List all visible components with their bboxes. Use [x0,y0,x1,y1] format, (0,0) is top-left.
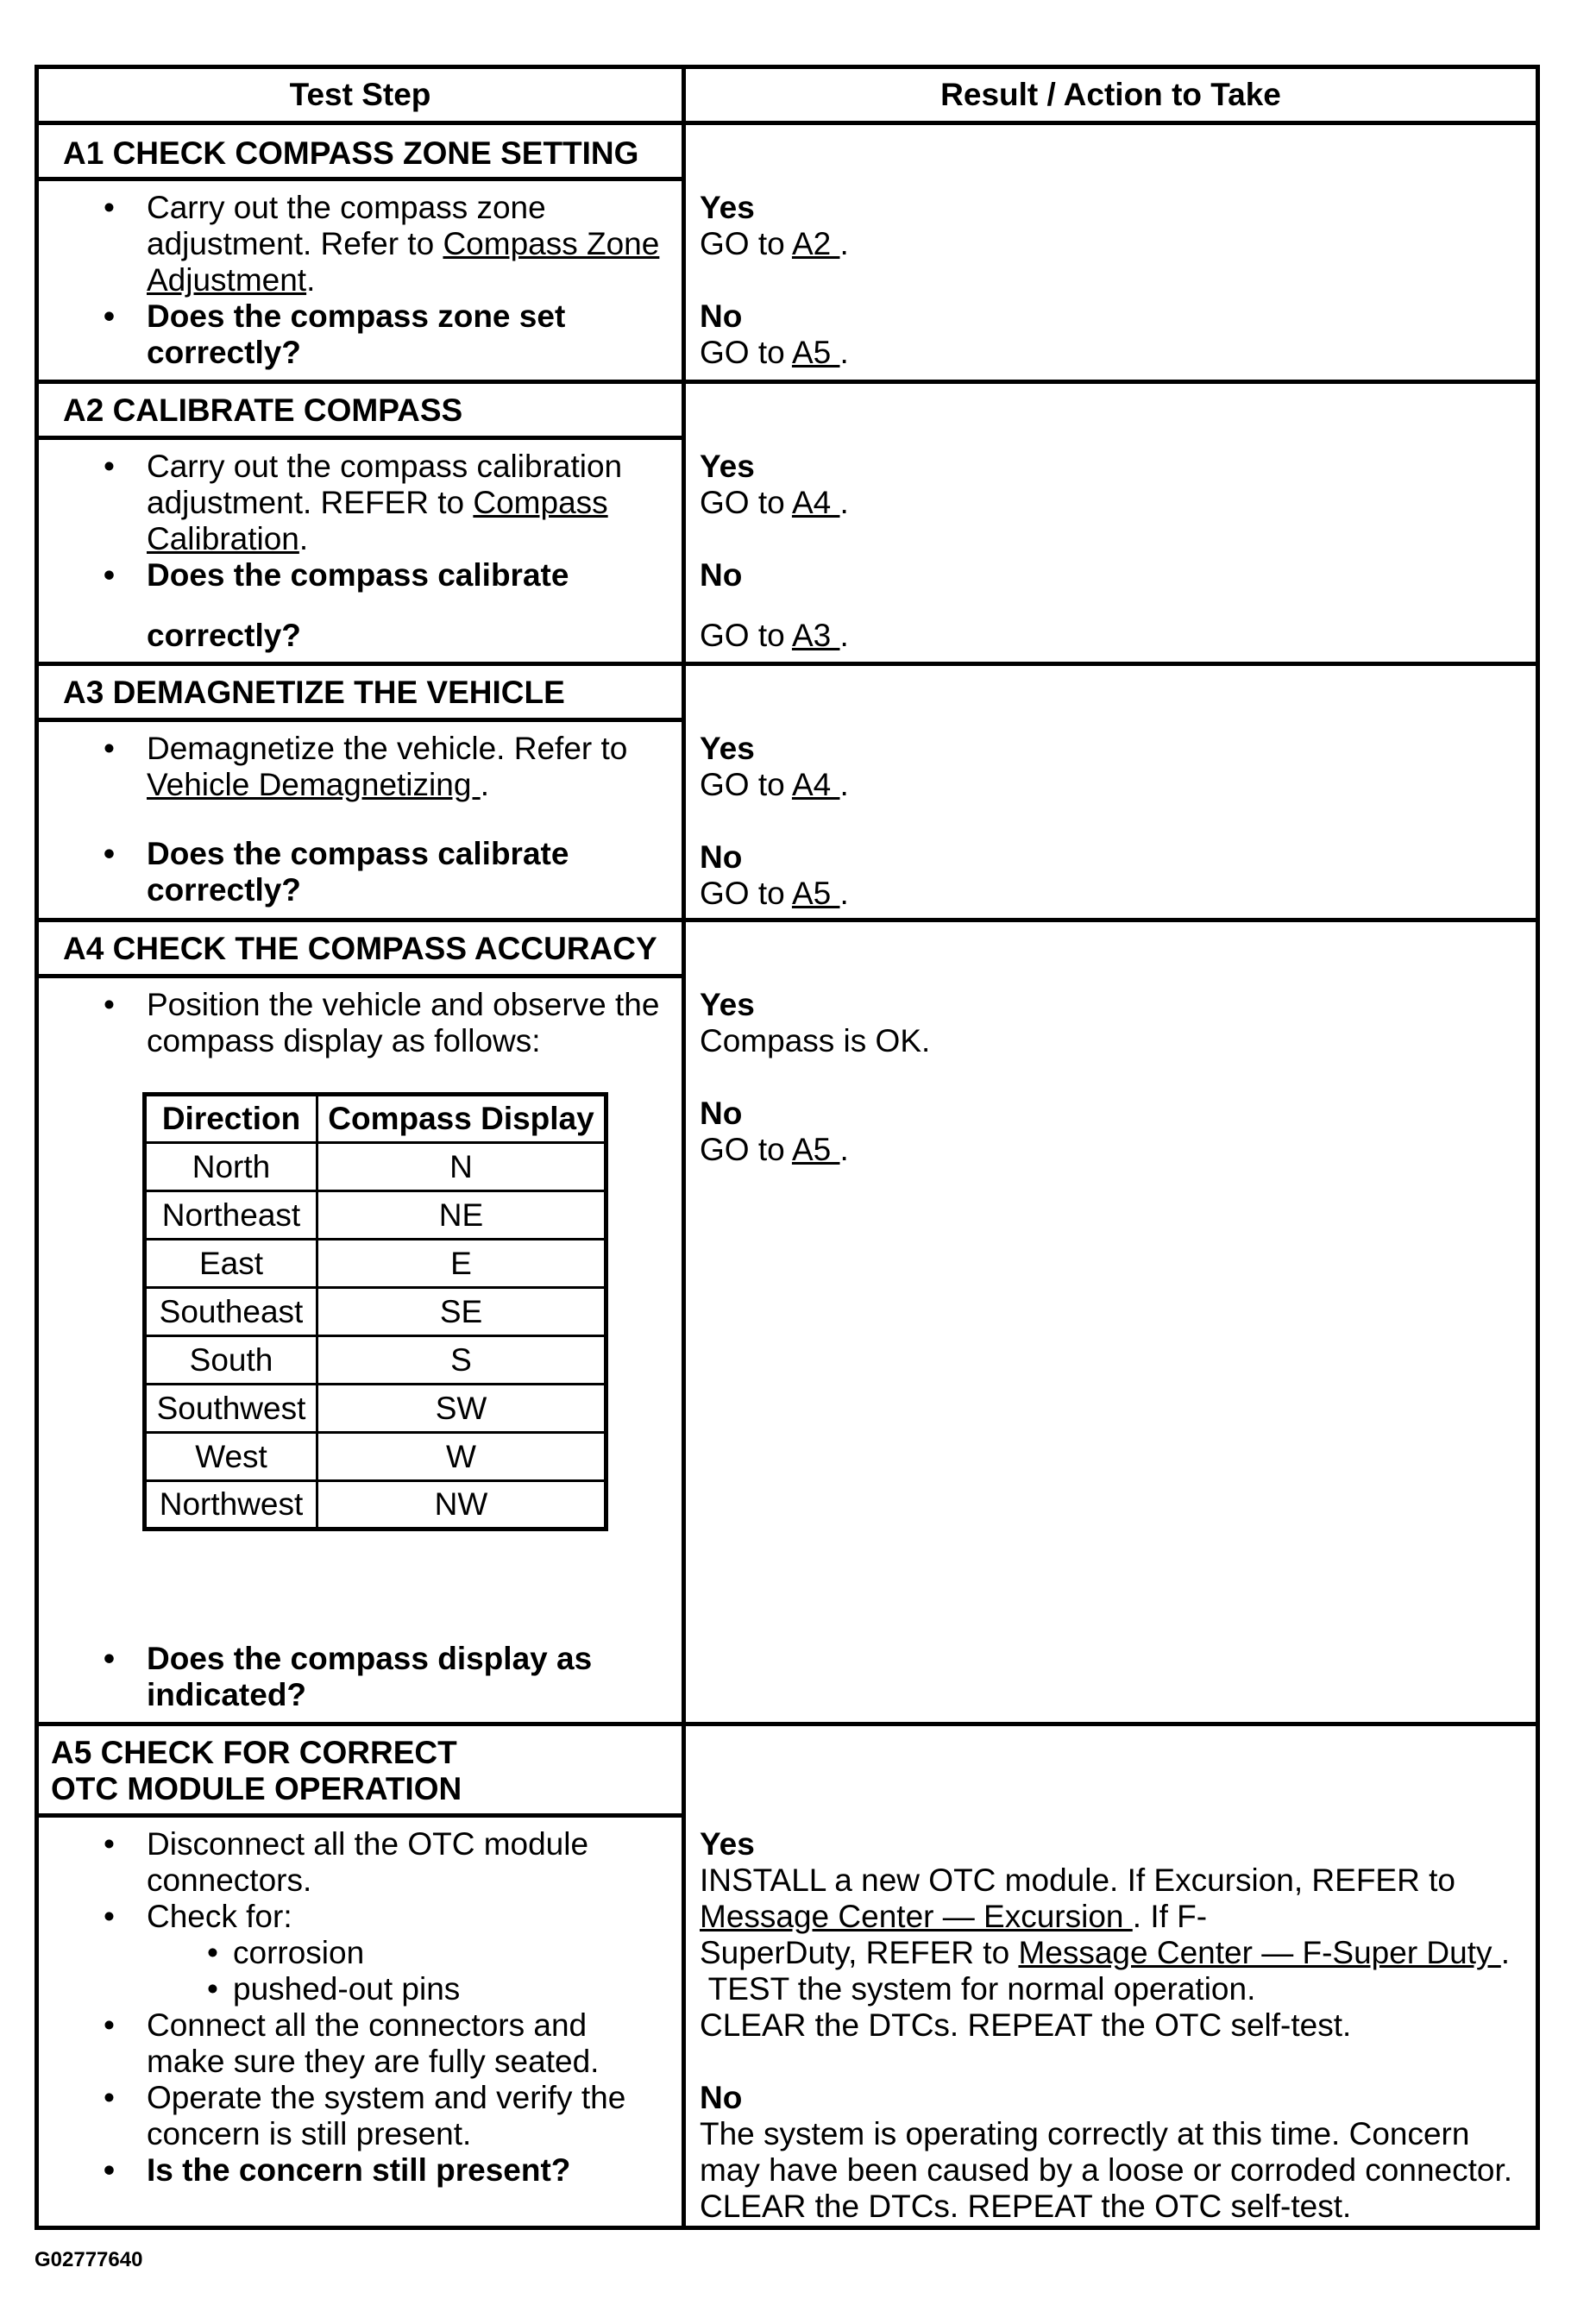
compass-display-cell: SE [317,1288,606,1336]
question-text: Does the compass calibrate [147,557,569,593]
direction-cell: North [145,1143,317,1191]
link-a2[interactable]: A2 [791,226,840,261]
table-row [145,1336,606,1385]
link-compass-calibration[interactable]: Compass Calibration [147,485,608,556]
step-item [39,449,682,557]
no-line-2: may have been caused by a loose or corroded connector. [700,2152,1513,2188]
step-list-a1 [39,190,682,371]
link-a4[interactable]: A4 [791,767,840,802]
action-text: GO to [700,226,792,261]
action-text: SuperDuty, REFER to [700,1935,1019,1970]
no-label: No [700,1096,743,1131]
action-text: GO to [700,876,792,911]
action-text: GO to [700,485,792,520]
step-text-end: . [306,262,316,298]
step-title-a3: A3 DEMAGNETIZE THE VEHICLE [63,675,565,710]
table-row [145,1191,606,1240]
no-action: GO to A5 . [700,1132,849,1167]
header-result: Result / Action to Take [940,77,1281,112]
link-a4[interactable]: A4 [791,485,840,520]
yes-label: Yes [700,731,755,766]
title-divider [39,177,682,181]
row-divider [39,918,1536,922]
step-list-a4-question [39,1641,682,1713]
direction-cell: Southwest [145,1385,317,1433]
step-item [39,190,682,298]
step-text: Carry out the compass calibration adjustment. REFER to [147,449,623,520]
no-action: GO to A5 . [700,335,849,370]
title-divider [39,718,682,722]
result-a1 [700,190,1562,371]
link-a3[interactable]: A3 [791,618,840,653]
row-divider [39,121,1536,125]
link-message-center-f-super-duty[interactable]: Message Center — F-Super Duty [1018,1935,1501,1970]
step-item: • Disconnect all the OTC module connectors. [39,1826,682,1899]
no-label: No [700,298,743,334]
title-divider [39,1813,682,1818]
sub-item: • pushed-out pins [147,1971,668,2007]
link-message-center-excursion[interactable]: Message Center — Excursion [700,1899,1133,1934]
no-line-1: The system is operating correctly at this time. Concern [700,2116,1470,2151]
step-question: • Does the compass display as indicated? [39,1641,682,1713]
direction-table [142,1092,608,1531]
step-list-a2 [39,449,682,654]
yes-action: GO to A2 . [700,226,849,261]
yes-label: Yes [700,449,755,484]
action-text: GO to [700,1132,792,1167]
yes-label: Yes [700,190,755,225]
no-label: No [700,557,743,593]
direction-cell: East [145,1240,317,1288]
step-title-a1: A1 CHECK COMPASS ZONE SETTING [63,135,639,171]
sub-item: • corrosion [147,1935,668,1971]
compass-display-cell: E [317,1240,606,1288]
direction-cell: Northwest [145,1481,317,1529]
figure-code: G02777640 [35,2248,143,2271]
step-question: • Does the compass calibrate correctly? [39,836,682,908]
sub-list [147,1935,668,2007]
step-question [39,557,682,654]
table-row [145,1433,606,1481]
yes-label: Yes [700,987,755,1022]
step-text: Carry out the compass zone adjustment. Refer to [147,190,546,261]
column-divider [682,69,686,2226]
yes-action: GO to A4 . [700,767,849,802]
step-text-end: . [298,521,309,556]
step-text-end: . [480,767,489,802]
table-row [145,1385,606,1433]
step-item: • Operate the system and verify the concern is still present. [39,2080,682,2152]
table-row [145,1288,606,1336]
step-item: • Position the vehicle and observe the compass display as follows: [39,987,682,1059]
yes-line-1: INSTALL a new OTC module. If Excursion, REFER to [700,1862,1455,1898]
link-a5[interactable]: A5 [791,876,840,911]
link-a5[interactable]: A5 [791,335,840,370]
step-item [39,731,682,803]
no-label: No [700,2080,743,2115]
row-divider [39,380,1536,384]
no-line-3: CLEAR the DTCs. REPEAT the OTC self-test. [700,2189,1352,2224]
title-divider [39,974,682,978]
table-row [145,1240,606,1288]
header-test-step: Test Step [289,77,431,112]
row-divider [39,662,1536,666]
step-title-a5: A5 CHECK FOR CORRECT OTC MODULE OPERATION [51,1735,462,1806]
question-text-2: correctly? [147,618,301,653]
row-divider [39,1722,1536,1726]
action-text: GO to [700,767,792,802]
step-question: • Is the concern still present? [39,2152,682,2189]
yes-line-3 [700,1935,1532,1971]
direction-cell: West [145,1433,317,1481]
step-item [39,1899,682,2007]
action-text: GO to [700,618,792,653]
compass-display-cell: NW [317,1481,606,1529]
compass-display-cell: S [317,1336,606,1385]
result-a2 [700,449,1562,654]
yes-action: Compass is OK. [700,1023,931,1058]
link-compass-zone-adjustment[interactable]: Compass Zone Adjustment [147,226,660,298]
result-a4 [700,987,1562,1168]
col-header-compass-display: Compass Display [317,1095,606,1143]
yes-line-4: TEST the system for normal operation. [700,1971,1256,2007]
step-list-a5 [39,1826,682,2189]
step-title-a2: A2 CALIBRATE COMPASS [63,393,463,428]
yes-line-2 [700,1899,1532,1935]
compass-display-cell: SW [317,1385,606,1433]
direction-cell: South [145,1336,317,1385]
diagnostic-table [35,65,1540,2230]
step-title-a4: A4 CHECK THE COMPASS ACCURACY [63,931,657,966]
result-a5 [700,1826,1532,2225]
yes-label: Yes [700,1826,755,1862]
yes-action: GO to A4 . [700,485,849,520]
yes-line-5: CLEAR the DTCs. REPEAT the OTC self-test. [700,2007,1352,2043]
step-question: • Does the compass zone set correctly? [39,298,682,371]
result-a3 [700,731,1562,912]
compass-display-cell: W [317,1433,606,1481]
direction-cell: Northeast [145,1191,317,1240]
action-text: GO to [700,335,792,370]
no-action: GO to A5 . [700,876,849,911]
step-text: Check for: [147,1899,292,1934]
step-text: Demagnetize the vehicle. Refer to [147,731,628,766]
no-action: GO to A3 . [700,618,849,653]
action-text-end: . [1500,1935,1511,1970]
direction-table-body [145,1143,606,1529]
step-list-a3 [39,731,682,908]
table-row [145,1143,606,1191]
link-a5[interactable]: A5 [791,1132,840,1167]
table-header-row [145,1095,606,1143]
col-header-direction: Direction [145,1095,317,1143]
step-item: • Connect all the connectors and make sure they are fully seated. [39,2007,682,2080]
action-text: . If F- [1132,1899,1208,1934]
no-label: No [700,839,743,875]
table-row [145,1481,606,1529]
title-divider [39,436,682,440]
compass-display-cell: NE [317,1191,606,1240]
compass-display-cell: N [317,1143,606,1191]
step-list-a4 [39,987,682,1059]
direction-cell: Southeast [145,1288,317,1336]
link-vehicle-demagnetizing[interactable]: Vehicle Demagnetizing [147,767,481,802]
